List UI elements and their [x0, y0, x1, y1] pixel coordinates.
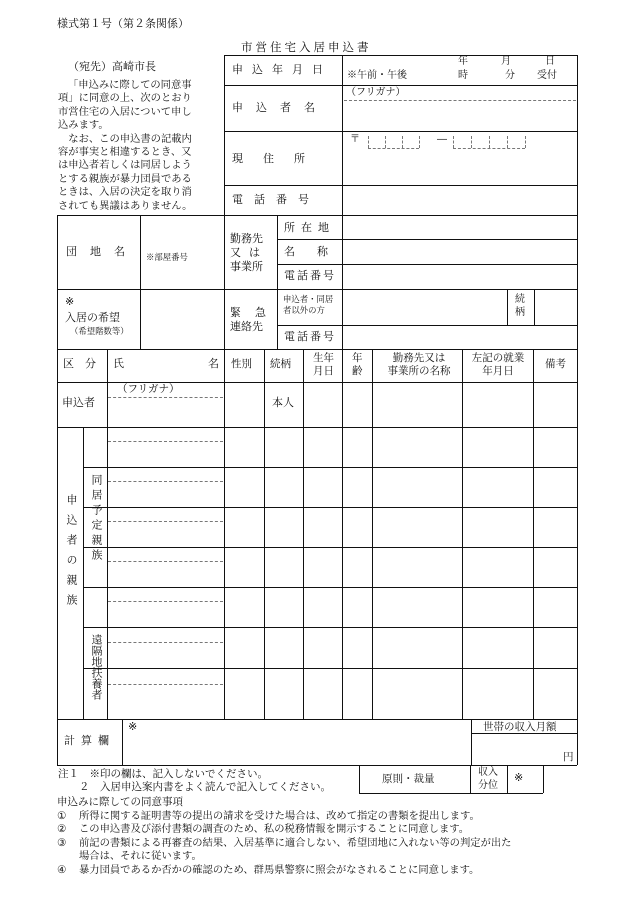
addressee: （宛先）高崎市長 — [68, 60, 156, 73]
emergency-person-label: 申込者・同居 者以外の方 — [283, 294, 334, 315]
complex-label: 団地名 — [66, 245, 138, 258]
cohabit-label: 同居予定親族 — [90, 474, 103, 564]
note-1: 注１ ※印の欄は、記入しないでください。 — [58, 768, 268, 780]
emergency-label: 緊急 連絡先 — [230, 306, 280, 333]
month-unit: 月 — [501, 56, 511, 67]
address-label: 現住所 — [232, 152, 325, 165]
col-employer: 勤務先又は 事業所の名称 — [387, 352, 451, 377]
work-address-label: 所在地 — [284, 221, 335, 234]
postal-separator: ― — [437, 134, 447, 145]
floor-pref-sub: （希望階数等） — [70, 326, 129, 336]
income-class-mark: ※ — [514, 771, 524, 784]
income-class-label: 収入 分位 — [478, 767, 498, 791]
received-label: 受付 — [537, 70, 557, 81]
form-title: 市営住宅入居申込書 — [241, 40, 372, 54]
note-2: ２ 入居申込案内書をよく読んで記入してください。 — [79, 781, 331, 793]
postal-mark: 〒 — [350, 134, 360, 145]
applicant-row-label: 申込者 — [62, 396, 95, 409]
workplace-label: 勤務先 又は 事業所 — [230, 232, 268, 273]
relation-label: 続 柄 — [515, 294, 525, 318]
applicant-row-furigana: （フリガナ） — [117, 383, 180, 395]
col-sex: 性別 — [231, 358, 252, 370]
rule-label: 原則・裁量 — [382, 773, 435, 785]
consent-heading: 申込みに際しての同意事項 — [57, 796, 183, 808]
am-pm-label: ※午前・午後 — [347, 70, 407, 81]
consent-item: ④ 暴力団員であるか否かの確認のため、群馬県警察に照会がなされることに同意します。 — [57, 863, 480, 876]
work-phone-label: 電話番号 — [284, 269, 336, 282]
col-job-start: 左記の就業 年月日 — [471, 352, 525, 377]
applicant-name-label: 申込者名 — [232, 101, 328, 114]
year-unit: 年 — [458, 56, 468, 67]
col-name-family: 氏 — [113, 357, 124, 370]
consent-item: ② この申込書及び添付書類の調査のため、私の税務情報を開示することに同意します。 — [57, 823, 470, 836]
consent-list — [57, 810, 511, 877]
work-name-label: 名称 — [284, 245, 350, 258]
day-unit: 日 — [545, 56, 555, 67]
room-number-label: ※部屋番号 — [146, 252, 188, 262]
form-number: 様式第１号（第２条関係） — [57, 17, 189, 30]
consent-item: ① 所得に関する証明書等の提出の請求を受けた場合は、改めて指定の書類を提出します。 — [57, 810, 480, 822]
emergency-phone-label: 電話番号 — [284, 330, 336, 343]
consent-item: ③ 前記の書類による再審査の結果、入居基準に適合しない、希望団地に入れない等の判定が出た — [57, 836, 512, 849]
hour-unit: 時 — [458, 70, 468, 81]
col-remarks: 備考 — [545, 358, 566, 370]
applicant-row-relation: 本人 — [272, 396, 294, 409]
income-label: 世帯の収入月額 — [483, 721, 557, 733]
col-age: 年 齢 — [352, 352, 363, 377]
calc-mark: ※ — [128, 720, 138, 733]
calc-label: 計算欄 — [64, 734, 115, 747]
col-category: 区 分 — [63, 357, 96, 370]
col-birth: 生年 月日 — [313, 352, 334, 377]
consent-intro: 「申込みに際しての同意事 項」に同意の上、次のとおり 市営住宅の入居について申し 込みます。 なお、この申込書の記載内 容が事実と相違するとき、又 は申込者若しくは同居しよう とする親族が暴力団員である ときは、入居の決定を取り消 されても異議はありません。 — [58, 79, 193, 212]
phone-label: 電話番号 — [232, 193, 320, 206]
family-group-label: 申込者の親族 — [65, 494, 78, 614]
applicant-furigana-label: （フリガナ） — [346, 87, 406, 98]
floor-pref-mark: ※ — [65, 295, 75, 308]
remote-dependent-label: 遠隔地扶養者 — [90, 634, 103, 700]
consent-item: 場合は、それに従います。 — [79, 850, 202, 863]
floor-pref-label: 入居の希望 — [65, 311, 120, 324]
apply-date-label: 申込年月日 — [232, 63, 332, 76]
yen-unit: 円 — [563, 751, 574, 763]
col-relation: 続柄 — [270, 358, 291, 370]
minute-unit: 分 — [505, 70, 515, 81]
col-name-given: 名 — [208, 357, 219, 370]
